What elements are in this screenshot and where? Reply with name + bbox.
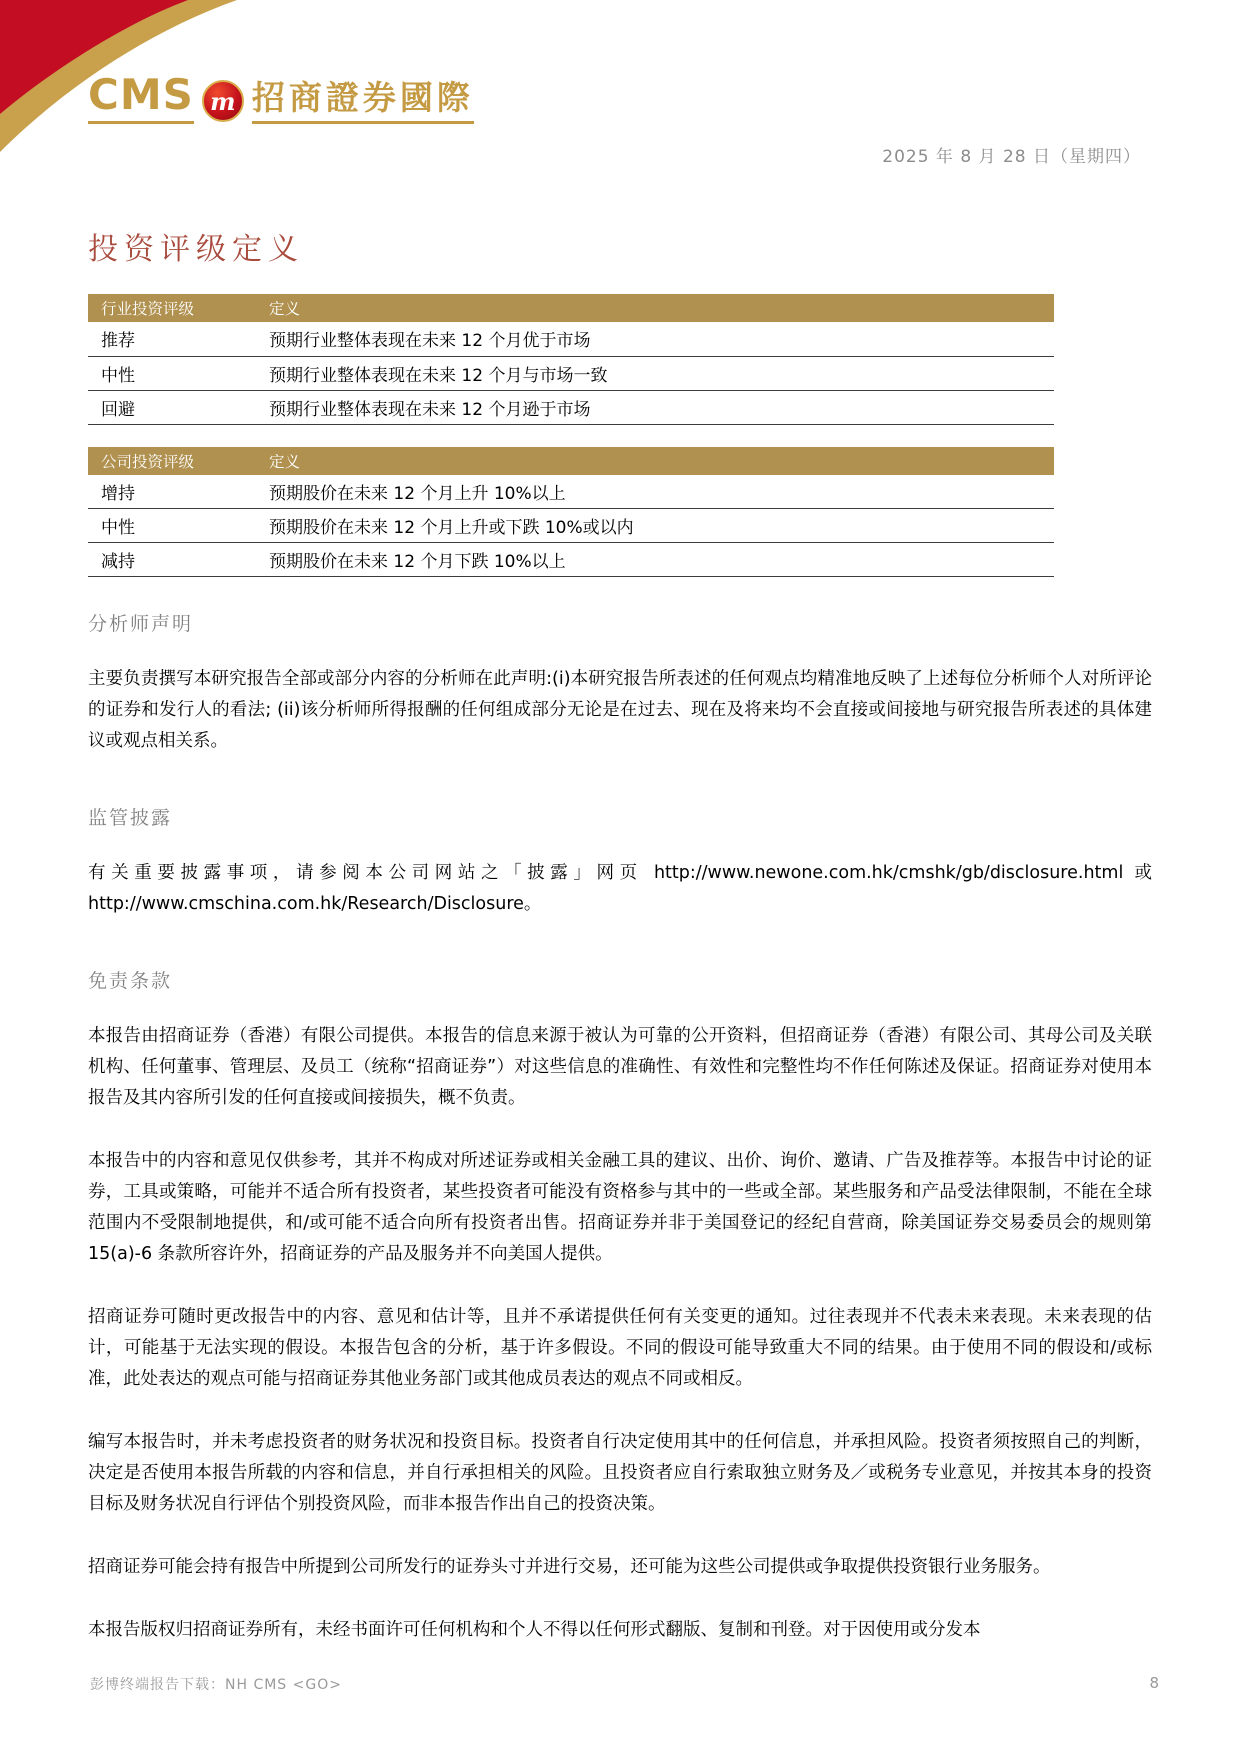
- column-header-definition: 定义: [256, 294, 1054, 322]
- table-row: [88, 475, 1054, 509]
- disclosure-url-cmschina[interactable]: http://www.cmschina.com.hk/Research/Disclosure: [88, 894, 524, 914]
- cms-badge-icon: m: [202, 80, 244, 122]
- rating-label: 中性: [88, 509, 256, 543]
- page-title: 投资评级定义: [88, 232, 304, 267]
- rating-label: 增持: [88, 475, 256, 509]
- table-header-row: [88, 294, 1054, 322]
- disclaimer-paragraph-1: 本报告由招商证券（香港）有限公司提供。本报告的信息来源于被认为可靠的公开资料，但招商证券（香港）有限公司、其母公司及关联机构、任何董事、管理层、及员工（统称“招商证券”）对这些信息的准确性、有效性和完整性均不作任何陈述及保证。招商证券对使用本报告及其内容所引发的任何直接或间接损失，概不负责。: [88, 1026, 1152, 1108]
- column-header-rating: 行业投资评级: [88, 294, 256, 322]
- rating-label: 回避: [88, 390, 256, 424]
- column-header-definition: 定义: [256, 447, 1054, 475]
- disclosure-text-suffix: 。: [523, 894, 542, 914]
- rating-label: 减持: [88, 543, 256, 577]
- regulatory-disclosure-paragraph: [88, 858, 1152, 920]
- page-number: 8: [1149, 1674, 1159, 1692]
- column-header-rating: 公司投资评级: [88, 447, 256, 475]
- report-date: 2025 年 8 月 28 日（星期四）: [882, 147, 1141, 167]
- analyst-statement-heading: 分析师声明: [88, 613, 194, 635]
- rating-definition: 预期行业整体表现在未来 12 个月与市场一致: [256, 356, 1054, 390]
- disclaimer-paragraph-3: 招商证券可随时更改报告中的内容、意见和估计等，且并不承诺提供任何有关变更的通知。过往表现并不代表未来表现。未来表现的估计，可能基于无法实现的假设。本报告包含的分析，基于许多假设。不同的假设可能导致重大不同的结果。由于使用不同的假设和/或标准，此处表达的观点可能与招商证券其他业务部门或其他成员表达的观点不同或相反。: [88, 1307, 1152, 1389]
- page-content: [88, 224, 1152, 1646]
- company-logo: [88, 70, 474, 124]
- industry-rating-table: [88, 294, 1054, 425]
- table-row: [88, 390, 1054, 424]
- rating-definition: 预期股价在未来 12 个月下跌 10%以上: [256, 543, 1054, 577]
- logo-cms-text: CMS: [88, 74, 194, 124]
- disclosure-text-middle: 或: [1123, 863, 1152, 883]
- table-row: [88, 356, 1054, 390]
- disclaimer-paragraph-4: 编写本报告时，并未考虑投资者的财务状况和投资目标。投资者自行决定使用其中的任何信息，并承担风险。投资者须按照自己的判断，决定是否使用本报告所载的内容和信息，并自行承担相关的风险。且投资者应自行索取独立财务及／或税务专业意见，并按其本身的投资目标及财务状况自行评估个别投资风险，而非本报告作出自己的投资决策。: [88, 1432, 1152, 1514]
- rating-label: 推荐: [88, 322, 256, 356]
- disclaimer-paragraph-5: 招商证券可能会持有报告中所提到公司所发行的证券头寸并进行交易，还可能为这些公司提供或争取提供投资银行业务服务。: [88, 1557, 1051, 1577]
- rating-definition: 预期行业整体表现在未来 12 个月优于市场: [256, 322, 1054, 356]
- disclosure-url-newone[interactable]: http://www.newone.com.hk/cmshk/gb/disclosure.html: [653, 863, 1124, 883]
- table-row: [88, 322, 1054, 356]
- rating-definition: 预期股价在未来 12 个月上升 10%以上: [256, 475, 1054, 509]
- logo-company-name: 招商證券國際: [252, 81, 474, 124]
- bloomberg-terminal-note: 彭博终端报告下载：NH CMS <GO>: [90, 1677, 342, 1693]
- company-rating-table: [88, 447, 1054, 578]
- rating-definition: 预期行业整体表现在未来 12 个月逊于市场: [256, 390, 1054, 424]
- rating-label: 中性: [88, 356, 256, 390]
- table-header-row: [88, 447, 1054, 475]
- table-row: [88, 509, 1054, 543]
- disclaimer-paragraph-6: 本报告版权归招商证券所有，未经书面许可任何机构和个人不得以任何形式翻版、复制和刊登。对于因使用或分发本: [88, 1620, 981, 1640]
- disclaimer-heading: 免责条款: [88, 970, 173, 992]
- rating-definition: 预期股价在未来 12 个月上升或下跌 10%或以内: [256, 509, 1054, 543]
- table-row: [88, 543, 1054, 577]
- regulatory-disclosure-heading: 监管披露: [88, 807, 173, 829]
- disclaimer-paragraph-2: 本报告中的内容和意见仅供参考，其并不构成对所述证券或相关金融工具的建议、出价、询价、邀请、广告及推荐等。本报告中讨论的证券，工具或策略，可能并不适合所有投资者，某些投资者可能没有资格参与其中的一些或全部。某些服务和产品受法律限制，不能在全球范围内不受限制地提供，和/或可能不适合向所有投资者出售。招商证券并非于美国登记的经纪自营商，除美国证券交易委员会的规则第 15(a)-6 条款所容许外，招商证券的产品及服务并不向美国人提供。: [88, 1151, 1152, 1264]
- analyst-statement-paragraph: 主要负责撰写本研究报告全部或部分内容的分析师在此声明:(i)本研究报告所表述的任何观点均精准地反映了上述每位分析师个人对所评论的证券和发行人的看法; (ii)该分析师所得报酬的任何组成部分无论是在过去、现在及将来均不会直接或间接地与研究报告所表述的具体建议或观点相关系。: [88, 669, 1152, 751]
- disclosure-text-prefix: 有关重要披露事项，请参阅本公司网站之「披露」网页: [88, 863, 654, 883]
